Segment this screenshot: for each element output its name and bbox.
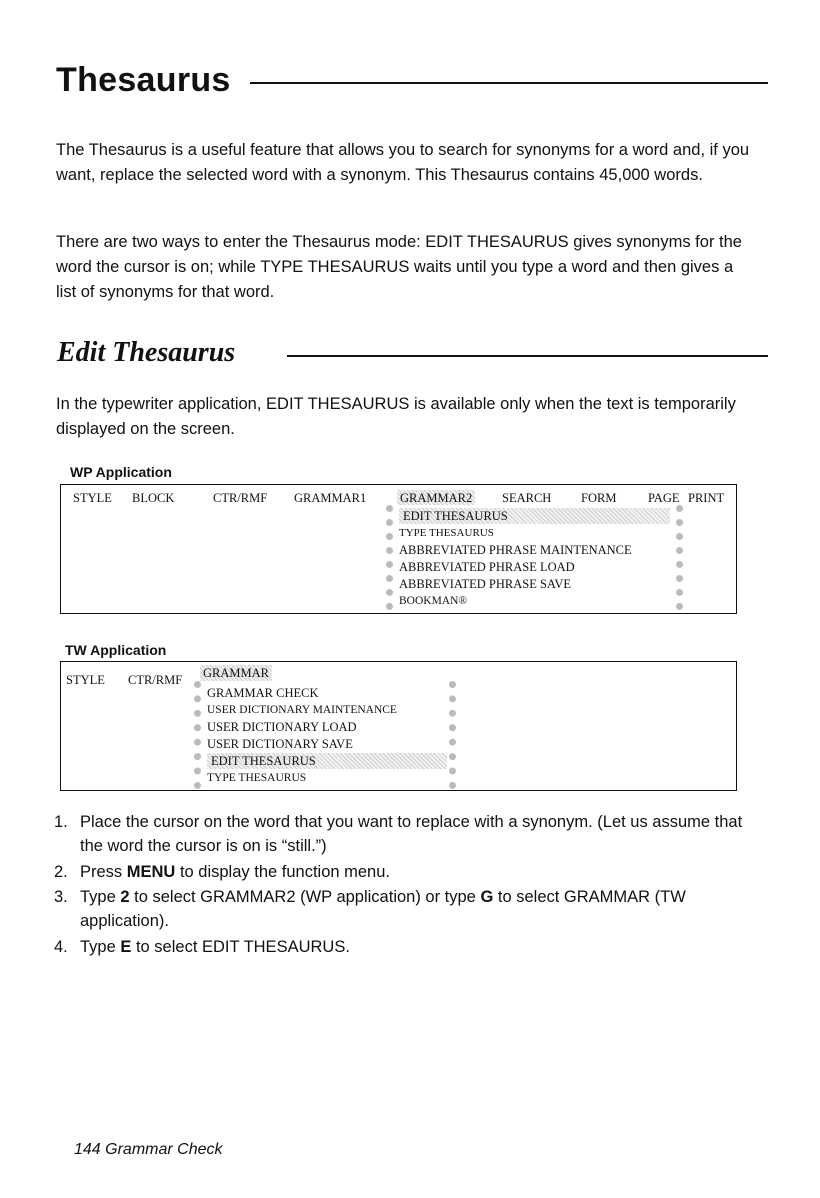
step-2 <box>54 860 764 884</box>
wp-grammar2-dropdown <box>386 505 683 610</box>
step-text: Place the cursor on the word that you want to replace with a synonym. (Let us assume that the word the cursor is on is “still.”) <box>80 813 743 855</box>
intro-paragraph-2: There are two ways to enter the Thesaurus mode: EDIT THESAURUS gives synonyms for the word the cursor is on; while TYPE THESAURUS waits until you type a word and then gives a list of synonyms for that word. <box>56 233 742 301</box>
step-1 <box>54 810 764 858</box>
step-text-post: to select GRAMMAR (TW application). <box>80 888 686 930</box>
section-title: Thesaurus <box>56 61 231 99</box>
wp-dropdown-abbrev-save[interactable]: ABBREVIATED PHRASE SAVE <box>399 577 572 591</box>
tw-menubar-ctr-rmf[interactable]: CTR/RMF <box>128 673 183 687</box>
wp-menubar-grammar1[interactable]: GRAMMAR1 <box>294 491 367 505</box>
wp-dropdown-edit-thesaurus[interactable]: EDIT THESAURUS <box>399 508 670 524</box>
wp-dropdown-abbrev-maintenance[interactable]: ABBREVIATED PHRASE MAINTENANCE <box>399 543 632 557</box>
step-text-pre: Type <box>80 938 121 956</box>
subsection-rule <box>287 355 768 357</box>
tw-dropdown-type-thesaurus[interactable]: TYPE THESAURUS <box>207 772 307 784</box>
wp-menubar-search[interactable]: SEARCH <box>502 491 552 505</box>
step-text-post: to select EDIT THESAURUS. <box>131 938 350 956</box>
wp-menubar-style[interactable]: STYLE <box>73 491 112 505</box>
step-number: 2. <box>54 863 68 881</box>
wp-menu-label: WP Application <box>70 464 172 480</box>
tw-dropdown-user-dict-save[interactable]: USER DICTIONARY SAVE <box>207 737 353 751</box>
step-text <box>80 885 764 933</box>
tw-dropdown-user-dict-load[interactable]: USER DICTIONARY LOAD <box>207 720 357 734</box>
step-text-pre: Press <box>80 863 127 881</box>
tw-menu-screen <box>60 661 737 791</box>
wp-menubar-page[interactable]: PAGE <box>648 491 680 505</box>
wp-menubar-grammar2[interactable]: GRAMMAR2 <box>397 490 475 506</box>
step-number: 3. <box>54 888 68 906</box>
tw-grammar-dropdown <box>194 681 456 789</box>
step-3 <box>54 885 764 933</box>
wp-menubar-form[interactable]: FORM <box>581 491 617 505</box>
tw-menu-label: TW Application <box>65 642 167 658</box>
wp-dropdown-bookman[interactable]: BOOKMAN® <box>399 595 468 607</box>
tw-dropdown-edit-thesaurus[interactable]: EDIT THESAURUS <box>207 753 447 769</box>
subsection-paragraph: In the typewriter application, EDIT THESAURUS is available only when the text is temporarily displayed on the screen. <box>56 395 736 438</box>
intro-paragraph-1: The Thesaurus is a useful feature that allows you to search for synonyms for a word and, if you want, replace the selected word with a synonym. This Thesaurus contains 45,000 words. <box>56 141 750 184</box>
step-number: 4. <box>54 938 68 956</box>
wp-menubar-ctr-rmf[interactable]: CTR/RMF <box>213 491 268 505</box>
step-text <box>80 935 764 959</box>
key-2: 2 <box>120 888 130 906</box>
tw-dropdown-user-dict-maintenance[interactable]: USER DICTIONARY MAINTENANCE <box>207 704 397 716</box>
step-text-mid: to select GRAMMAR2 (WP application) or type <box>129 888 481 906</box>
subsection-title: Edit Thesaurus <box>57 337 236 368</box>
step-4 <box>54 935 764 959</box>
wp-dropdown-type-thesaurus[interactable]: TYPE THESAURUS <box>399 527 494 539</box>
tw-menubar-style[interactable]: STYLE <box>66 673 105 687</box>
step-text-pre: Type <box>80 888 121 906</box>
step-number: 1. <box>54 813 68 831</box>
chapter-title: Grammar Check <box>105 1141 223 1158</box>
key-menu: MENU <box>126 863 176 881</box>
tw-menubar-grammar[interactable]: GRAMMAR <box>200 665 272 681</box>
wp-menu-screen <box>60 484 737 614</box>
wp-menubar-block[interactable]: BLOCK <box>132 491 175 505</box>
tw-dropdown-grammar-check[interactable]: GRAMMAR CHECK <box>207 686 319 700</box>
page-footer <box>74 1141 223 1159</box>
step-text <box>80 860 764 884</box>
wp-dropdown-abbrev-load[interactable]: ABBREVIATED PHRASE LOAD <box>399 560 575 574</box>
title-rule <box>250 82 768 84</box>
page-number: 144 <box>74 1141 101 1158</box>
key-g: G <box>480 888 494 906</box>
step-text-post: to display the function menu. <box>175 863 390 881</box>
wp-menubar-print[interactable]: PRINT <box>688 491 725 505</box>
key-e: E <box>120 938 132 956</box>
